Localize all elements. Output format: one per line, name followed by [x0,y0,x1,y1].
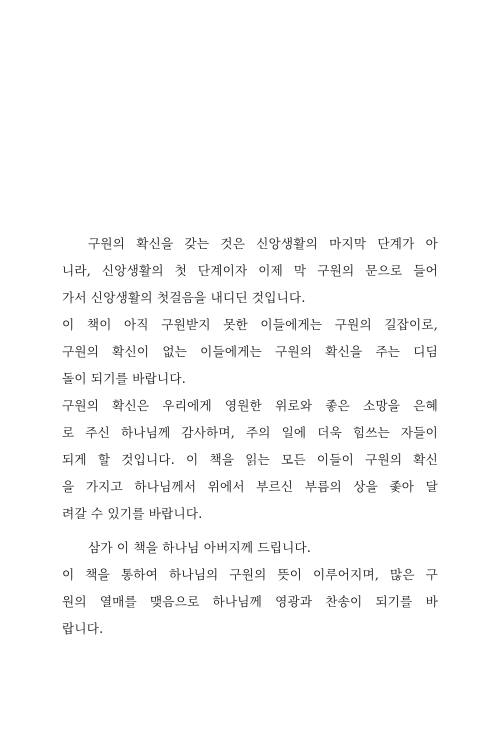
dedication-line: 이 책을 통하여 하나님의 구원의 뜻이 이루어지며, 많은 구 [62,567,438,582]
paragraph-line: 로 주신 하나님께 감사하며, 주의 일에 더욱 힘쓰는 자들이 [62,425,438,440]
dedication-line: 랍니다. [62,621,104,636]
dedication-line: 원의 열매를 맺음으로 하나님께 영광과 찬송이 되기를 바 [62,594,438,609]
paragraph-line: 구원의 확신은 우리에게 영원한 위로와 좋은 소망을 은혜 [62,398,438,413]
paragraph-line: 려갈 수 있기를 바랍니다. [62,506,203,521]
paragraph-line: 돌이 되기를 바랍니다. [62,371,186,386]
paragraph-line: 을 가지고 하나님께서 위에서 부르신 부름의 상을 좇아 달 [62,479,438,494]
paragraph-line: 가서 신앙생활의 첫걸음을 내디딘 것입니다. [62,290,306,305]
dedication-text [62,534,438,642]
paragraph-line: 이 책이 아직 구원받지 못한 이들에게는 구원의 길잡이로, [62,317,438,332]
paragraph-line: 되게 할 것입니다. 이 책을 읽는 모든 이들이 구원의 확신 [62,452,438,467]
preface-text [62,230,438,527]
paragraph-line: 구원의 확신이 없는 이들에게는 구원의 확신을 주는 디딤 [62,344,438,359]
paragraph-line: 니라, 신앙생활의 첫 단계이자 이제 막 구원의 문으로 들어 [62,263,438,278]
paragraph-line: 구원의 확신을 갖는 것은 신앙생활의 마지막 단계가 아 [88,236,438,251]
dedication-line: 삼가 이 책을 하나님 아버지께 드립니다. [88,540,312,555]
